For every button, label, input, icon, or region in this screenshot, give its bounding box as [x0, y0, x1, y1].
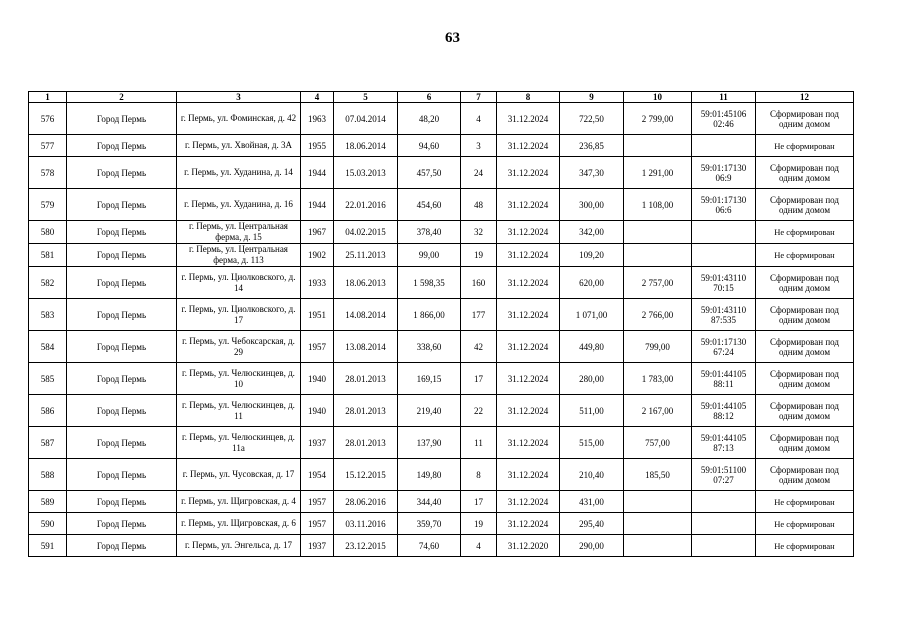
cell-address: г. Пермь, ул. Худанина, д. 16 — [177, 189, 301, 221]
cell-address: г. Пермь, ул. Центральная ферма, д. 15 — [177, 221, 301, 244]
table-row — [29, 103, 854, 135]
cell-residents: 177 — [461, 299, 497, 331]
column-header: 5 — [334, 92, 398, 103]
cell-cadastral: 59:01:43110 70:15 — [692, 267, 756, 299]
cell-residents: 3 — [461, 135, 497, 157]
table-row — [29, 491, 854, 513]
cell-date: 07.04.2014 — [334, 103, 398, 135]
cell-area: 94,60 — [398, 135, 461, 157]
cell-cost: 290,00 — [560, 535, 624, 557]
cell-residents: 160 — [461, 267, 497, 299]
cell-status: Сформирован под одним домом — [756, 189, 854, 221]
cell-status: Не сформирован — [756, 491, 854, 513]
column-header: 10 — [624, 92, 692, 103]
cell-cost: 280,00 — [560, 363, 624, 395]
cell-cost: 515,00 — [560, 427, 624, 459]
cell-number: 577 — [29, 135, 67, 157]
cell-date: 22.01.2016 — [334, 189, 398, 221]
cell-deadline: 31.12.2024 — [497, 459, 560, 491]
cell-municipality: Город Пермь — [67, 299, 177, 331]
cell-date: 23.12.2015 — [334, 535, 398, 557]
cell-land-area: 799,00 — [624, 331, 692, 363]
cell-municipality: Город Пермь — [67, 513, 177, 535]
table-row — [29, 189, 854, 221]
cell-deadline: 31.12.2024 — [497, 157, 560, 189]
cell-year: 1957 — [301, 331, 334, 363]
cell-municipality: Город Пермь — [67, 189, 177, 221]
cell-status: Сформирован под одним домом — [756, 157, 854, 189]
column-header: 9 — [560, 92, 624, 103]
table-row — [29, 513, 854, 535]
cell-year: 1937 — [301, 535, 334, 557]
table-row — [29, 267, 854, 299]
cell-area: 219,40 — [398, 395, 461, 427]
cell-residents: 32 — [461, 221, 497, 244]
cell-land-area: 185,50 — [624, 459, 692, 491]
cell-number: 584 — [29, 331, 67, 363]
cell-number: 576 — [29, 103, 67, 135]
cell-deadline: 31.12.2024 — [497, 331, 560, 363]
cell-area: 137,90 — [398, 427, 461, 459]
cell-date: 15.03.2013 — [334, 157, 398, 189]
cell-year: 1967 — [301, 221, 334, 244]
cell-residents: 42 — [461, 331, 497, 363]
cell-cost: 1 071,00 — [560, 299, 624, 331]
cell-municipality: Город Пермь — [67, 491, 177, 513]
cell-land-area: 757,00 — [624, 427, 692, 459]
column-header: 8 — [497, 92, 560, 103]
cell-cost: 620,00 — [560, 267, 624, 299]
cell-residents: 4 — [461, 103, 497, 135]
cell-cost: 347,30 — [560, 157, 624, 189]
cell-deadline: 31.12.2024 — [497, 244, 560, 267]
cell-area: 48,20 — [398, 103, 461, 135]
cell-municipality: Город Пермь — [67, 535, 177, 557]
cell-status: Сформирован под одним домом — [756, 267, 854, 299]
cell-residents: 48 — [461, 189, 497, 221]
cell-municipality: Город Пермь — [67, 135, 177, 157]
cell-cadastral: 59:01:17130 06:6 — [692, 189, 756, 221]
cell-cadastral: 59:01:45106 02:46 — [692, 103, 756, 135]
cell-year: 1944 — [301, 157, 334, 189]
cell-address: г. Пермь, ул. Челюскинцев, д. 10 — [177, 363, 301, 395]
cell-status: Не сформирован — [756, 135, 854, 157]
table-row — [29, 299, 854, 331]
cell-residents: 11 — [461, 427, 497, 459]
cell-residents: 19 — [461, 513, 497, 535]
cell-address: г. Пермь, ул. Щигровская, д. 6 — [177, 513, 301, 535]
cell-address: г. Пермь, ул. Худанина, д. 14 — [177, 157, 301, 189]
table-row — [29, 244, 854, 267]
cell-address: г. Пермь, ул. Челюскинцев, д. 11а — [177, 427, 301, 459]
cell-cadastral — [692, 535, 756, 557]
cell-year: 1963 — [301, 103, 334, 135]
cell-deadline: 31.12.2024 — [497, 395, 560, 427]
cell-area: 1 866,00 — [398, 299, 461, 331]
cell-year: 1933 — [301, 267, 334, 299]
cell-land-area: 2 799,00 — [624, 103, 692, 135]
column-header: 7 — [461, 92, 497, 103]
cell-address: г. Пермь, ул. Циолковского, д. 17 — [177, 299, 301, 331]
cell-residents: 4 — [461, 535, 497, 557]
cell-area: 169,15 — [398, 363, 461, 395]
cell-deadline: 31.12.2024 — [497, 513, 560, 535]
cell-land-area: 2 766,00 — [624, 299, 692, 331]
cell-date: 18.06.2013 — [334, 267, 398, 299]
cell-address: г. Пермь, ул. Циолковского, д. 14 — [177, 267, 301, 299]
cell-year: 1954 — [301, 459, 334, 491]
cell-land-area — [624, 513, 692, 535]
cell-area: 1 598,35 — [398, 267, 461, 299]
page-number: 63 — [445, 30, 460, 46]
cell-cadastral: 59:01:17130 06:9 — [692, 157, 756, 189]
cell-date: 13.08.2014 — [334, 331, 398, 363]
cell-number: 579 — [29, 189, 67, 221]
cell-year: 1951 — [301, 299, 334, 331]
cell-cadastral — [692, 491, 756, 513]
cell-status: Сформирован под одним домом — [756, 395, 854, 427]
cell-municipality: Город Пермь — [67, 244, 177, 267]
cell-status: Сформирован под одним домом — [756, 427, 854, 459]
cell-municipality: Город Пермь — [67, 157, 177, 189]
cell-residents: 8 — [461, 459, 497, 491]
cell-land-area: 1 108,00 — [624, 189, 692, 221]
cell-date: 03.11.2016 — [334, 513, 398, 535]
cell-date: 04.02.2015 — [334, 221, 398, 244]
cell-cadastral: 59:01:44105 87:13 — [692, 427, 756, 459]
cell-cadastral: 59:01:44105 88:11 — [692, 363, 756, 395]
cell-number: 585 — [29, 363, 67, 395]
cell-area: 338,60 — [398, 331, 461, 363]
table-row — [29, 427, 854, 459]
cell-municipality: Город Пермь — [67, 427, 177, 459]
cell-land-area — [624, 221, 692, 244]
cell-land-area — [624, 135, 692, 157]
cell-residents: 17 — [461, 491, 497, 513]
cell-status: Не сформирован — [756, 221, 854, 244]
column-header: 12 — [756, 92, 854, 103]
column-header: 3 — [177, 92, 301, 103]
cell-year: 1955 — [301, 135, 334, 157]
cell-number: 586 — [29, 395, 67, 427]
cell-cost: 342,00 — [560, 221, 624, 244]
column-header: 2 — [67, 92, 177, 103]
cell-cadastral — [692, 513, 756, 535]
cell-deadline: 31.12.2020 — [497, 535, 560, 557]
cell-deadline: 31.12.2024 — [497, 267, 560, 299]
table-body — [29, 103, 854, 557]
cell-date: 28.06.2016 — [334, 491, 398, 513]
cell-date: 28.01.2013 — [334, 363, 398, 395]
cell-year: 1957 — [301, 491, 334, 513]
cell-municipality: Город Пермь — [67, 395, 177, 427]
cell-address: г. Пермь, ул. Чусовская, д. 17 — [177, 459, 301, 491]
cell-year: 1944 — [301, 189, 334, 221]
cell-cost: 449,80 — [560, 331, 624, 363]
cell-land-area: 1 783,00 — [624, 363, 692, 395]
cell-deadline: 31.12.2024 — [497, 299, 560, 331]
cell-deadline: 31.12.2024 — [497, 135, 560, 157]
cell-municipality: Город Пермь — [67, 363, 177, 395]
column-header: 6 — [398, 92, 461, 103]
cell-cadastral: 59:01:51100 07:27 — [692, 459, 756, 491]
table-row — [29, 135, 854, 157]
cell-area: 359,70 — [398, 513, 461, 535]
cell-address: г. Пермь, ул. Центральная ферма, д. 113 — [177, 244, 301, 267]
cell-land-area: 2 757,00 — [624, 267, 692, 299]
cell-cost: 295,40 — [560, 513, 624, 535]
cell-residents: 17 — [461, 363, 497, 395]
table-row — [29, 363, 854, 395]
cell-cost: 236,85 — [560, 135, 624, 157]
cell-cadastral: 59:01:17130 67:24 — [692, 331, 756, 363]
cell-year: 1940 — [301, 363, 334, 395]
cell-municipality: Город Пермь — [67, 459, 177, 491]
cell-number: 588 — [29, 459, 67, 491]
table-row — [29, 157, 854, 189]
table-row — [29, 221, 854, 244]
cell-residents: 22 — [461, 395, 497, 427]
cell-status: Сформирован под одним домом — [756, 331, 854, 363]
cell-date: 18.06.2014 — [334, 135, 398, 157]
header-row — [29, 92, 854, 103]
cell-municipality: Город Пермь — [67, 331, 177, 363]
register-table — [28, 91, 854, 557]
cell-deadline: 31.12.2024 — [497, 491, 560, 513]
cell-land-area: 2 167,00 — [624, 395, 692, 427]
column-header: 4 — [301, 92, 334, 103]
cell-date: 15.12.2015 — [334, 459, 398, 491]
cell-number: 589 — [29, 491, 67, 513]
cell-cost: 109,20 — [560, 244, 624, 267]
cell-year: 1940 — [301, 395, 334, 427]
cell-cadastral — [692, 244, 756, 267]
cell-number: 578 — [29, 157, 67, 189]
cell-date: 28.01.2013 — [334, 427, 398, 459]
cell-address: г. Пермь, ул. Чебоксарская, д. 29 — [177, 331, 301, 363]
cell-address: г. Пермь, ул. Хвойная, д. 3А — [177, 135, 301, 157]
cell-number: 580 — [29, 221, 67, 244]
cell-municipality: Город Пермь — [67, 267, 177, 299]
cell-number: 590 — [29, 513, 67, 535]
cell-status: Сформирован под одним домом — [756, 459, 854, 491]
cell-number: 583 — [29, 299, 67, 331]
column-header: 1 — [29, 92, 67, 103]
cell-date: 14.08.2014 — [334, 299, 398, 331]
cell-residents: 24 — [461, 157, 497, 189]
cell-area: 149,80 — [398, 459, 461, 491]
cell-address: г. Пермь, ул. Энгельса, д. 17 — [177, 535, 301, 557]
cell-year: 1957 — [301, 513, 334, 535]
cell-status: Сформирован под одним домом — [756, 299, 854, 331]
cell-status: Не сформирован — [756, 244, 854, 267]
cell-residents: 19 — [461, 244, 497, 267]
cell-cost: 210,40 — [560, 459, 624, 491]
cell-municipality: Город Пермь — [67, 103, 177, 135]
cell-date: 25.11.2013 — [334, 244, 398, 267]
cell-number: 587 — [29, 427, 67, 459]
cell-land-area — [624, 535, 692, 557]
cell-cost: 511,00 — [560, 395, 624, 427]
cell-land-area — [624, 244, 692, 267]
cell-area: 74,60 — [398, 535, 461, 557]
cell-area: 99,00 — [398, 244, 461, 267]
cell-deadline: 31.12.2024 — [497, 427, 560, 459]
table-row — [29, 331, 854, 363]
cell-number: 581 — [29, 244, 67, 267]
cell-area: 454,60 — [398, 189, 461, 221]
cell-cost: 300,00 — [560, 189, 624, 221]
cell-area: 378,40 — [398, 221, 461, 244]
column-header: 11 — [692, 92, 756, 103]
cell-land-area: 1 291,00 — [624, 157, 692, 189]
cell-number: 582 — [29, 267, 67, 299]
cell-status: Сформирован под одним домом — [756, 363, 854, 395]
cell-address: г. Пермь, ул. Фоминская, д. 42 — [177, 103, 301, 135]
cell-cadastral: 59:01:43110 87:535 — [692, 299, 756, 331]
cell-deadline: 31.12.2024 — [497, 221, 560, 244]
cell-address: г. Пермь, ул. Челюскинцев, д. 11 — [177, 395, 301, 427]
cell-date: 28.01.2013 — [334, 395, 398, 427]
cell-deadline: 31.12.2024 — [497, 363, 560, 395]
table-row — [29, 535, 854, 557]
cell-year: 1937 — [301, 427, 334, 459]
table-row — [29, 395, 854, 427]
cell-cost: 722,50 — [560, 103, 624, 135]
cell-deadline: 31.12.2024 — [497, 103, 560, 135]
cell-cadastral — [692, 135, 756, 157]
cell-cost: 431,00 — [560, 491, 624, 513]
cell-cadastral: 59:01:44105 88:12 — [692, 395, 756, 427]
cell-area: 344,40 — [398, 491, 461, 513]
cell-status: Не сформирован — [756, 513, 854, 535]
cell-number: 591 — [29, 535, 67, 557]
cell-cadastral — [692, 221, 756, 244]
cell-status: Не сформирован — [756, 535, 854, 557]
cell-land-area — [624, 491, 692, 513]
cell-address: г. Пермь, ул. Щигровская, д. 4 — [177, 491, 301, 513]
cell-deadline: 31.12.2024 — [497, 189, 560, 221]
cell-year: 1902 — [301, 244, 334, 267]
cell-municipality: Город Пермь — [67, 221, 177, 244]
table-row — [29, 459, 854, 491]
cell-status: Сформирован под одним домом — [756, 103, 854, 135]
cell-area: 457,50 — [398, 157, 461, 189]
